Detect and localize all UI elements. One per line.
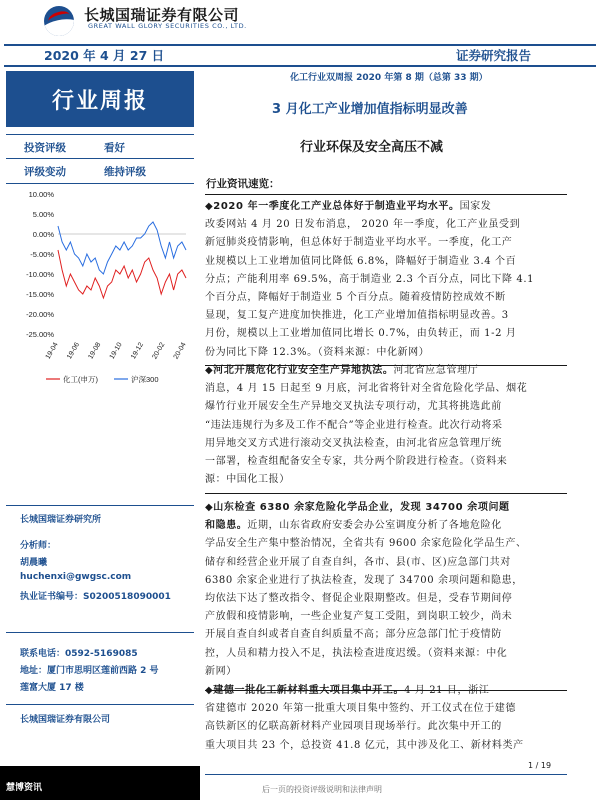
- legend-label: 化工(申万): [63, 375, 98, 384]
- para-2-line: 一部署，检查组配备安全专家，共分两个阶段进行检查。（资料来: [205, 456, 508, 468]
- para-2-line: “违法违规行为多及工作不配合”等企业进行检查。此次行动将采: [205, 419, 503, 431]
- para-2-line: 爆竹行业开展安全生产异地交叉执法专项行动，尤其将挑选此前: [205, 401, 502, 413]
- para-2-lead: ◆河北开展危化行业安全生产异地执法。: [205, 365, 394, 376]
- company-logo: [44, 6, 74, 36]
- para-1-line: 份为同比下降 12.3%。（资料来源：中化新网）: [205, 346, 430, 358]
- y-tick-label: 0.00%: [32, 230, 54, 239]
- para-2-line: 源：中国化工报）: [205, 474, 290, 486]
- x-tick-label: 20-04: [172, 341, 188, 361]
- para-divider-3: [205, 493, 567, 494]
- company-rule: [6, 704, 194, 705]
- report-subtitle: 行业环保及安全高压不减: [300, 140, 444, 155]
- para-3-line: 控，人员和精力投入不足，执法检查进度迟缓。（资料来源：中化: [205, 647, 508, 659]
- para-1-line: 个百分点，降幅好于制造业 5 个百分点。随着疫情防控成效不断: [205, 292, 506, 304]
- series-line-1: [58, 222, 186, 274]
- x-tick-label: 19-08: [87, 341, 103, 361]
- para-1-lead: ◆2020 年一季度化工产业总体好于制造业平均水平。: [205, 201, 460, 212]
- para-4-line: 重大项目共 23 个，总投资 41.8 亿元，其中涉及化工、新材料类产: [205, 739, 524, 751]
- report-title: 3 月化工产业增加值指标明显改善: [272, 102, 468, 117]
- news-section-heading: 行业资讯速览：: [206, 178, 280, 190]
- x-tick-label: 19-06: [66, 341, 82, 361]
- analyst-label: 分析师：: [20, 541, 57, 551]
- para-1-line: 改委网站 4 月 20 日发布消息， 2020 年一季度，化工产业虽受到: [205, 219, 521, 231]
- company-name-bottom: 长城国瑞证券有限公司: [20, 715, 111, 725]
- para-4-line: 省建德市 2020 年第一批重大项目集中签约、开工仪式在位于建德: [205, 703, 517, 715]
- para-2-line: 河北省应急管理厅: [393, 365, 479, 376]
- rating-rule-mid: [6, 158, 194, 159]
- para-3-line: 新网）: [205, 665, 237, 677]
- para-3-lead-cont: 和隐患。: [205, 520, 248, 532]
- para-1-line: 国家发: [459, 201, 492, 212]
- para-1-line: 月份，规模以上工业增加值同比增长 0.7%，由负转正，而 1-2 月: [205, 328, 517, 340]
- contact-address-2: 莲富大厦 17 楼: [20, 683, 84, 693]
- analyst-rule-top: [6, 505, 194, 506]
- news-paragraph-2: [205, 362, 567, 489]
- contact-address-1: 地址：厦门市思明区莲前西路 2 号: [20, 666, 159, 676]
- company-name-en: GREAT WALL GLORY SECURITIES CO., LTD.: [88, 22, 247, 30]
- news-paragraph-4: [205, 682, 567, 755]
- analyst-email[interactable]: huchenxi@gwgsc.com: [20, 572, 132, 582]
- para-3-line: 学品安全生产集中整治情况，全省共有 9600 余家危险化学品生产、: [205, 538, 527, 550]
- y-tick-label: -25.00%: [26, 330, 54, 339]
- para-2-line: 用异地交叉方式进行滚动交叉执法检查，由河北省应急管理厅统: [205, 437, 502, 449]
- x-tick-label: 20-02: [151, 341, 167, 361]
- para-3-line: 近期，山东省政府安委会办公室调度分析了各地危险化: [247, 520, 502, 532]
- header-rule-2: [4, 65, 596, 67]
- institute-name: 长城国瑞证券研究所: [20, 515, 102, 525]
- para-1-line: 分点；产能利用率 69.5%，高于制造业 2.3 个百分点，同比下降 4.1: [205, 273, 535, 285]
- para-3-line: 开展自查自纠或者自查自纠质量不高；部分应急部门忙于疫情防: [205, 629, 502, 641]
- x-tick-label: 19-04: [44, 341, 60, 361]
- report-date: 2020 年 4 月 27 日: [44, 48, 165, 63]
- rating-value: 看好: [104, 142, 125, 154]
- para-4-lead: ◆建德一批化工新材料重大项目集中开工。: [205, 685, 405, 696]
- para-1-line: 显现，复工复产进度加快推进，化工产业增加值指标明显改善。3: [205, 310, 509, 322]
- para-3-line: 6380 余家企业进行了执法检查，发现了 34700 余项问题和隐患，: [205, 574, 523, 586]
- para-3-lead: ◆山东检查 6380 余家危险化学品企业，发现 34700 余项问题: [205, 502, 510, 513]
- para-2-line: 消息，4 月 15 日起至 9 月底，河北省将针对全省危险化学品、烟花: [205, 383, 528, 395]
- rating-label: 投资评级: [24, 142, 66, 154]
- y-tick-label: -10.00%: [26, 270, 54, 279]
- x-tick-label: 19-10: [108, 341, 124, 361]
- rating-change-label: 评级变动: [24, 166, 66, 178]
- footer-disclaimer: 后一页的投资评级说明和法律声明: [262, 785, 382, 794]
- analyst-cert: 执业证书编号：S0200518090001: [20, 592, 171, 602]
- page-number: 1 / 19: [528, 761, 552, 770]
- y-tick-label: 5.00%: [32, 210, 54, 219]
- watermark-text: 慧博资讯: [6, 783, 43, 793]
- report-type: 证券研究报告: [456, 48, 532, 63]
- para-4-line: 高铁新区的亿联高新材料产业园项目现场举行。此次集中开工的: [205, 721, 502, 733]
- analyst-name: 胡晨曦: [20, 558, 48, 568]
- para-divider-1: [205, 194, 567, 195]
- para-4-line: 4 月 21 日，浙江: [404, 685, 490, 696]
- rating-change-value: 维持评级: [104, 166, 146, 178]
- y-tick-label: -5.00%: [30, 250, 54, 259]
- y-tick-label: 10.00%: [28, 190, 54, 199]
- para-3-line: 储存和经营企业开展了自查自纠，各市、县(市、区)应急部门共对: [205, 556, 511, 568]
- contact-rule: [6, 632, 194, 633]
- para-1-line: 业规模以上工业增加值同比降低 6.8%，降幅好于制造业 3.4 个百: [205, 255, 517, 267]
- x-tick-label: 19-12: [130, 341, 146, 361]
- footer-rule: [205, 774, 567, 775]
- news-paragraph-1: [205, 198, 567, 362]
- legend-label: 沪深300: [131, 375, 159, 384]
- para-3-line: 均依法下达了整改指令、督促企业限期整改。但是，受春节期间停: [205, 593, 513, 605]
- issue-number: 化工行业双周报 2020 年第 8 期（总第 33 期）: [290, 73, 488, 83]
- company-name-cn: 长城国瑞证券有限公司: [84, 6, 240, 24]
- contact-phone: 联系电话：0592-5169085: [20, 649, 138, 659]
- watermark-tag: [0, 766, 200, 800]
- para-1-line: 新冠肺炎疫情影响，但总体好于制造业平均水平。一季度，化工产: [205, 237, 513, 249]
- weekly-label: 行业周报: [6, 71, 194, 127]
- news-paragraph-3: [205, 499, 567, 681]
- y-tick-label: -20.00%: [26, 310, 54, 319]
- para-3-line: 产放假和疫情影响，一些企业复产复工受阻，到岗职工较少，尚未: [205, 611, 513, 623]
- rating-rule-top: [6, 134, 194, 135]
- performance-chart: [6, 186, 196, 392]
- rating-rule-bottom: [6, 183, 194, 184]
- y-tick-label: -15.00%: [26, 290, 54, 299]
